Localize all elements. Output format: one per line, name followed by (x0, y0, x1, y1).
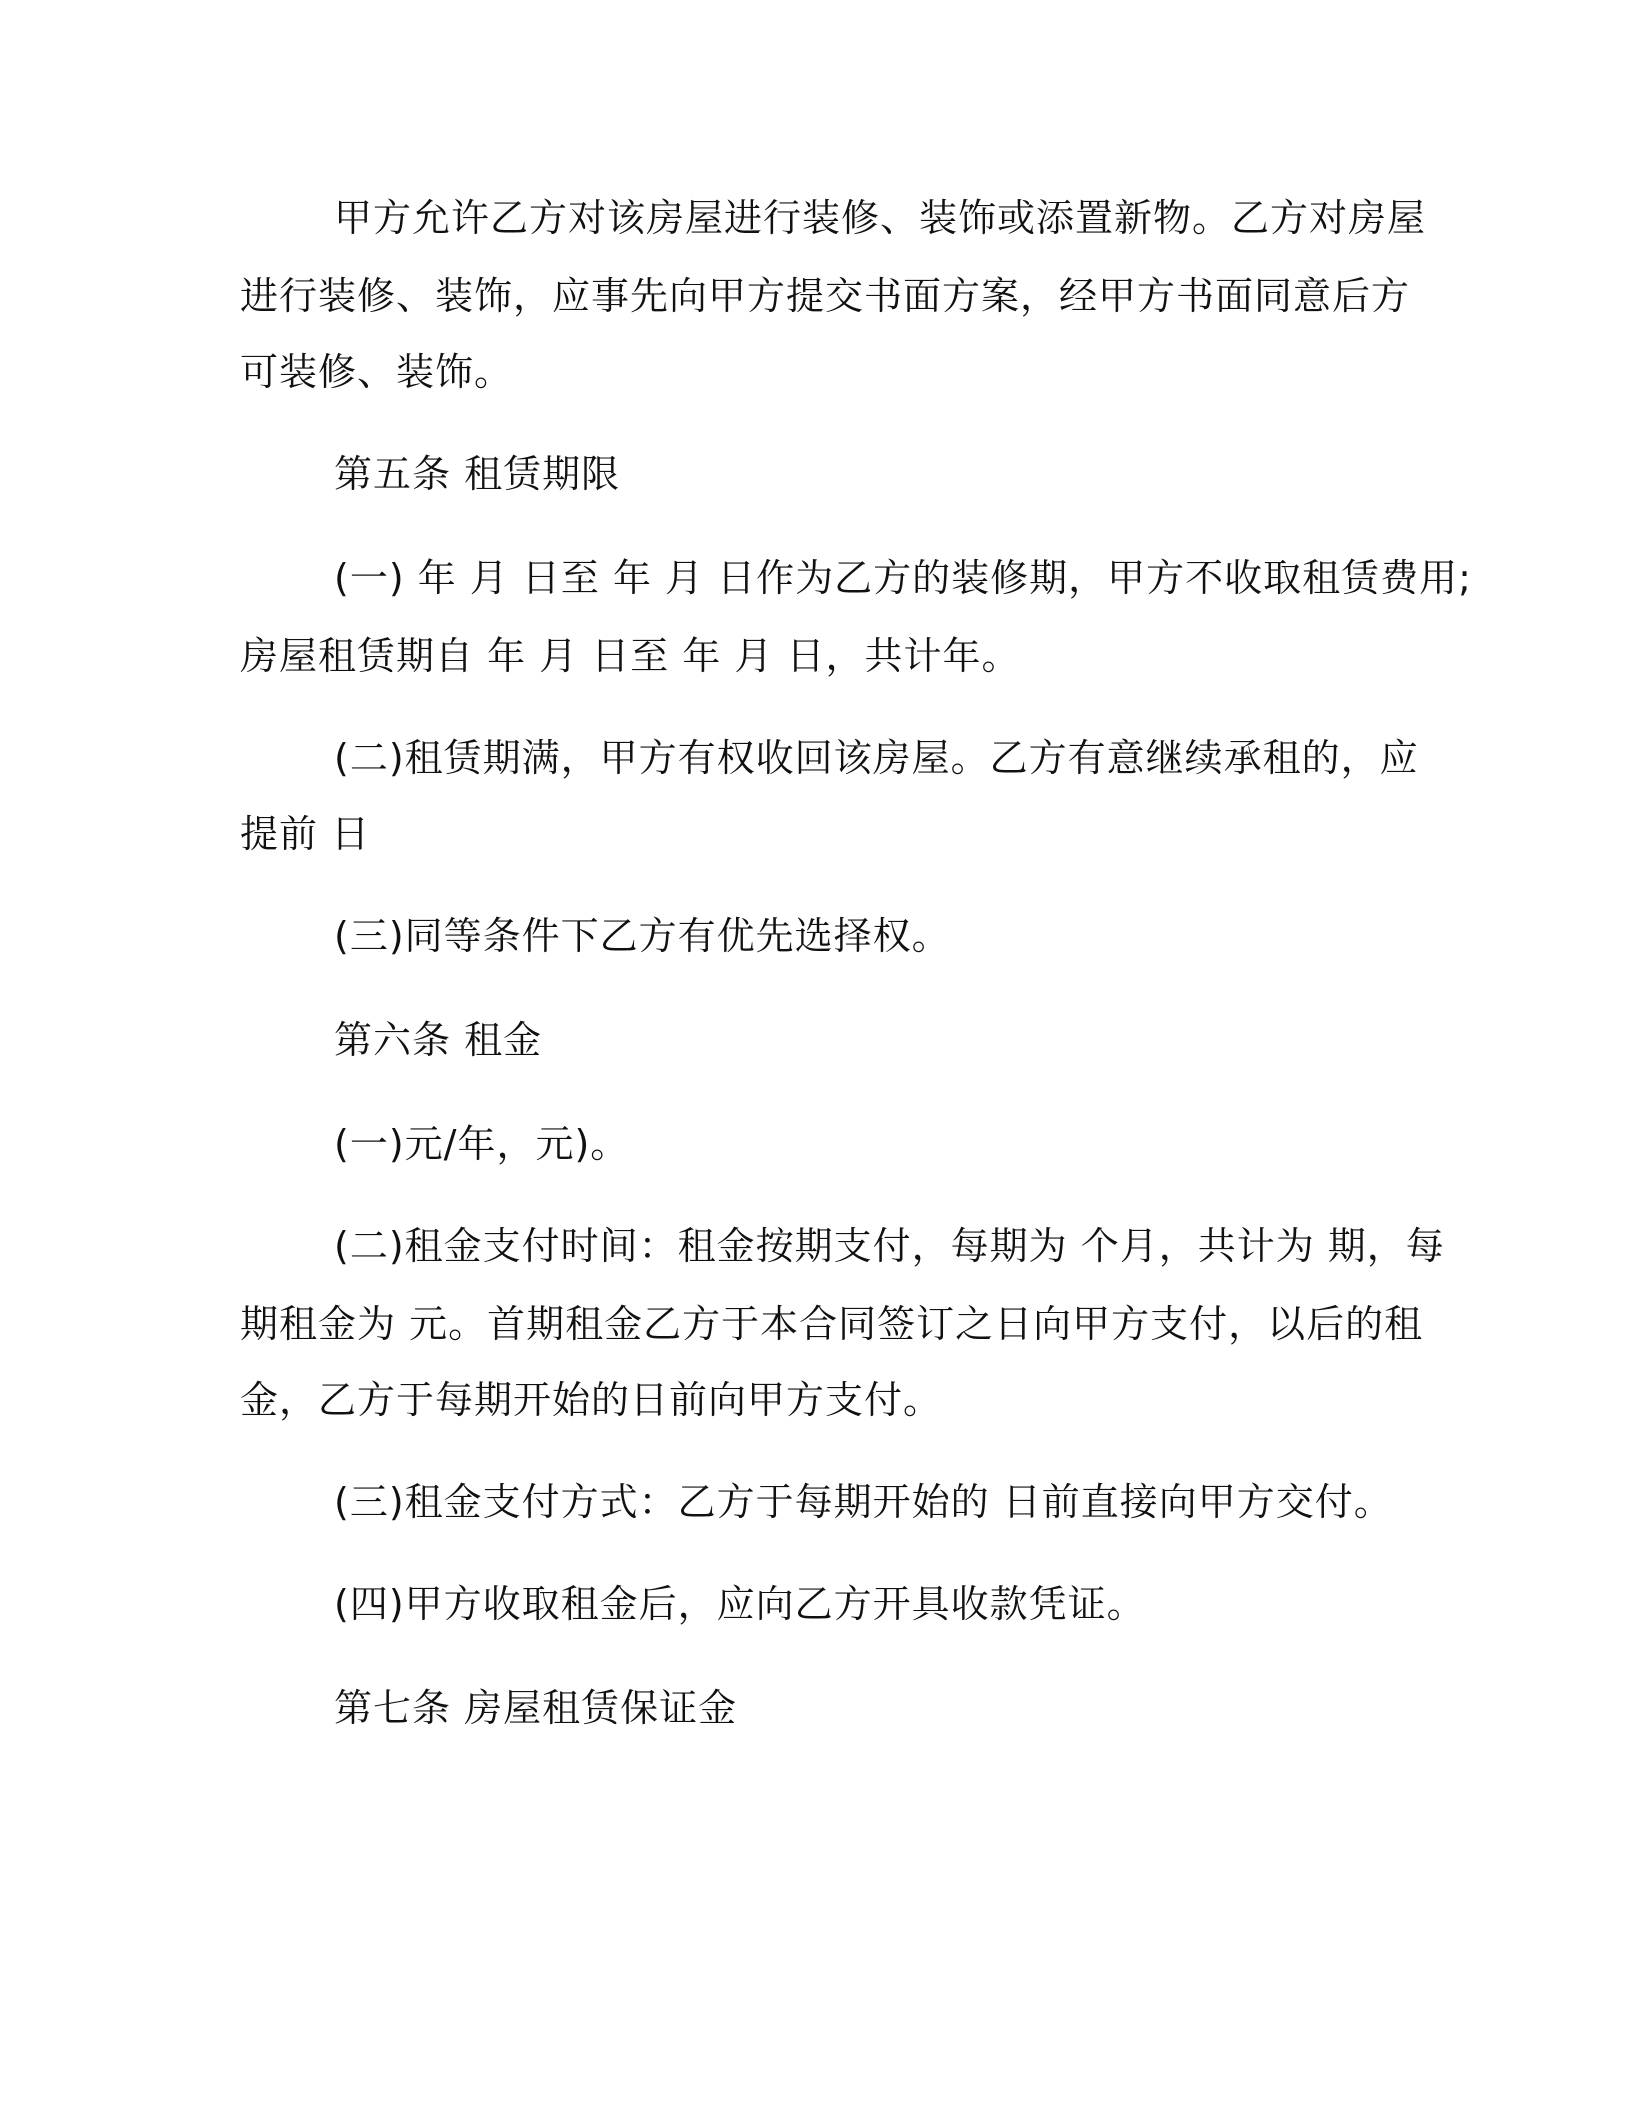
paragraph-line: (四)甲方收取租金后，应向乙方开具收款凭证。 (334, 1582, 1146, 1626)
paragraph-line: (二)租赁期满，甲方有权收回该房屋。乙方有意继续承租的，应 (334, 736, 1419, 780)
paragraph-line: (三)同等条件下乙方有优先选择权。 (334, 914, 951, 958)
section-heading: 第七条 房屋租赁保证金 (334, 1686, 738, 1730)
paragraph-line: 金，乙方于每期开始的日前向甲方支付。 (240, 1378, 943, 1422)
paragraph-line: (一) 年 月 日至 年 月 日作为乙方的装修期，甲方不收取租赁费用; (334, 556, 1472, 600)
paragraph-line: 进行装修、装饰，应事先向甲方提交书面方案，经甲方书面同意后方 (240, 274, 1411, 318)
paragraph-line: (一)元/年，元)。 (334, 1122, 630, 1166)
paragraph-line: 提前 日 (240, 812, 371, 856)
section-heading: 第五条 租赁期限 (334, 452, 621, 496)
paragraph-line: (二)租金支付时间：租金按期支付，每期为 个月，共计为 期，每 (334, 1224, 1445, 1268)
paragraph-line: 房屋租赁期自 年 月 日至 年 月 日，共计年。 (240, 634, 1021, 678)
paragraph-line: 甲方允许乙方对该房屋进行装修、装饰或添置新物。乙方对房屋 (334, 196, 1427, 240)
paragraph-line: 期租金为 元。首期租金乙方于本合同签订之日向甲方支付，以后的租 (240, 1302, 1424, 1346)
paragraph-line: (三)租金支付方式：乙方于每期开始的 日前直接向甲方交付。 (334, 1480, 1393, 1524)
section-heading: 第六条 租金 (334, 1018, 543, 1062)
paragraph-line: 可装修、装饰。 (240, 350, 514, 394)
